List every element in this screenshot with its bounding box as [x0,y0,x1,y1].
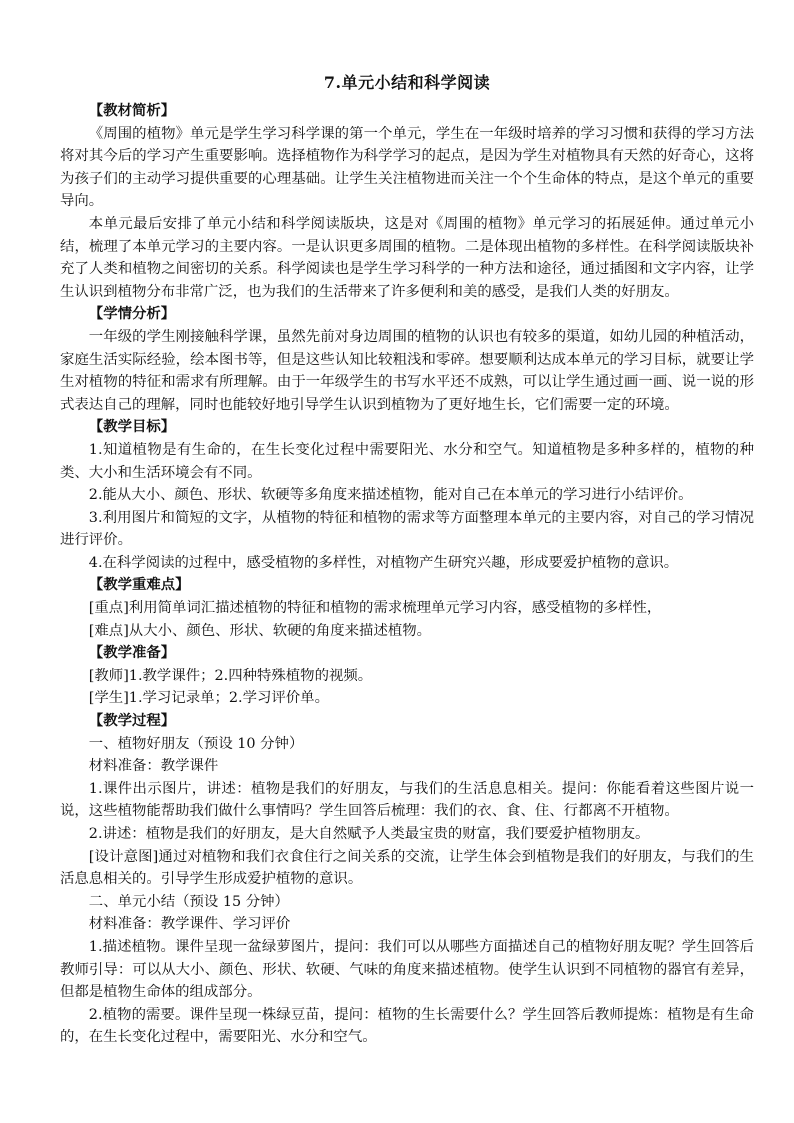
materials-line: 材料准备：教学课件 [88,758,219,775]
body-paragraph: 一年级的学生刚接触科学课，虽然先前对身边周围的植物的认识也有较多的渠道，如幼儿园的种植活动，家庭生活实际经验，绘本图书等，但是这些认知比较粗浅和零碎。想要顺利达成本单元的学习目标，就要让学生对植物的特征和需求有所理解。由于一年级学生的书写水平还不成熟，可以让学生通过画一画、说一说的形式表达自己的理解，同时也能较好地引导学生认识到植物为了更好地生长，它们需要一定的环境。 [60,328,754,413]
body-paragraph: 《周围的植物》单元是学生学习科学课的第一个单元，学生在一年级时培养的学习习惯和获得的学习方法将对其今后的学习产生重要影响。选择植物作为科学学习的起点，是因为学生对植物具有天然的好奇心，这将为孩子们的主动学习提供重要的心理基础。让学生关注植物进而关注一个个生命体的特点，是这个单元的重要导向。 [60,125,754,210]
materials-line: 材料准备：教学课件、学习评价 [88,916,291,933]
section-heading-learner-analysis: 【学情分析】 [88,305,176,323]
body-paragraph: 本单元最后安排了单元小结和科学阅读版块，这是对《周围的植物》单元学习的拓展延伸。通过单元小结，梳理了本单元学习的主要内容。一是认识更多周围的植物。二是体现出植物的多样性。在科学阅读版块补充了人类和植物之间密切的关系。科学阅读也是学生学习科学的一种方法和途径，通过插图和文字内容，让学生认识到植物分布非常广泛，也为我们的生活带来了许多便利和美的感受，是我们人类的好朋友。 [60,215,754,300]
body-paragraph: 2.讲述：植物是我们的好朋友，是大自然赋予人类最宝贵的财富，我们要爱护植物朋友。 [88,826,650,842]
section-heading-preparation: 【教学准备】 [88,644,176,662]
goal-item: 2.能从大小、颜色、形状、软硬等多角度来描述植物，能对自己在本单元的学习进行小结评价。 [88,487,693,504]
design-intent: [设计意图]通过对植物和我们衣食住行之间关系的交流，让学生体会到植物是我们的好朋友，与我们的生活息息相关的。引导学生形成爱护植物的意识。 [60,848,754,888]
preparation-teacher: [教师]1.教学课件；2.四种特殊植物的视频。 [88,667,373,684]
section-heading-teaching-process: 【教学过程】 [88,712,176,730]
section-heading-key-points: 【教学重难点】 [88,576,190,594]
section-heading-teaching-goals: 【教学目标】 [88,418,176,436]
goal-item: 4.在科学阅读的过程中，感受植物的多样性，对植物产生研究兴趣，形成要爱护植物的意识。 [88,554,679,571]
section-heading-textbook-analysis: 【教材简析】 [88,102,176,119]
key-point-item: [重点]利用简单词汇描述植物的特征和植物的需求梳理单元学习内容，感受植物的多样性， [88,600,662,617]
process-step-heading: 二、单元小结（预设 15 分钟） [88,893,289,910]
difficulty-item: [难点]从大小、颜色、形状、软硬的角度来描述植物。 [88,622,432,639]
body-paragraph: 2.植物的需要。课件呈现一株绿豆苗，提问：植物的生长需要什么？学生回答后教师提炼：植物是有生命的，在生长变化过程中，需要阳光、水分和空气。 [60,1006,754,1046]
document-title: 7.单元小结和科学阅读 [323,73,491,92]
preparation-student: [学生]1.学习记录单；2.学习评价单。 [88,690,329,707]
process-step-heading: 一、植物好朋友（预设 10 分钟） [88,735,304,752]
body-paragraph: 1.课件出示图片，讲述：植物是我们的好朋友，与我们的生活息息相关。提问：你能看着这些图片说一说，这些植物能帮助我们做什么事情吗？学生回答后梳理：我们的衣、食、住、行都离不开植物。 [60,780,754,820]
goal-item: 3.利用图片和简短的文字，从植物的特征和植物的需求等方面整理本单元的主要内容，对自己的学习情况进行评价。 [60,509,754,549]
goal-item: 1.知道植物是有生命的，在生长变化过程中需要阳光、水分和空气。知道植物是多种多样的，植物的种类、大小和生活环境会有不同。 [60,441,754,481]
body-paragraph: 1.描述植物。课件呈现一盆绿萝图片，提问：我们可以从哪些方面描述自己的植物好朋友呢？学生回答后教师引导：可以从大小、颜色、形状、软硬、气味的角度来描述植物。使学生认识到不同植物的器官有差异，但都是植物生命体的组成部分。 [60,938,754,1001]
